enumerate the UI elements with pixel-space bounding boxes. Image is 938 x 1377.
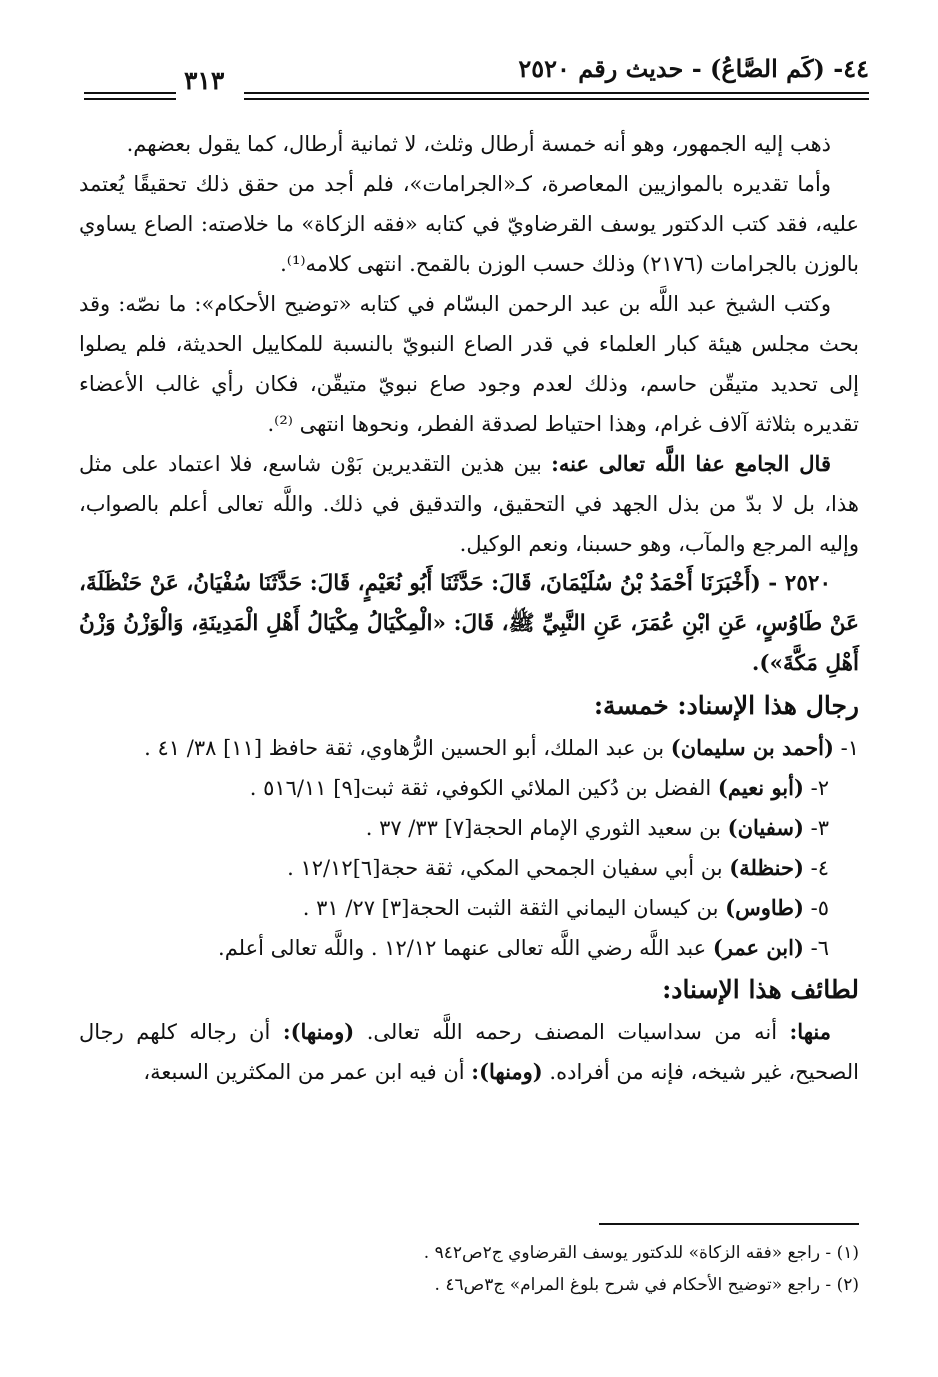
lataif-lead: (ومنها): (471, 1059, 543, 1084)
lataif-lead: (ومنها): (282, 1019, 355, 1044)
narrator-name: (أحمد بن سليمان) (670, 735, 834, 760)
footnote: (٢) - راجع «توضيح الأحكام في شرح بلوغ المرام» ج٣ص٤٦ . (434, 1275, 859, 1295)
paragraph-text: بين هذين التقديرين بَوْن شاسع، فلا اعتماد على مثل هذا، بل لا بدّ من بذل الجهد في التحقيق، والتدقيق في ذلك. واللَّه تعالى أعلم بالصواب، وإليه المرجع والمآب، وهو حسبنا، ونعم الوكيل. (79, 452, 859, 556)
narrator-item (79, 808, 859, 848)
footnotes (79, 1237, 859, 1301)
narrator-name: (سفيان) (727, 815, 804, 840)
narrator-name: (ابن عمر) (712, 935, 804, 960)
lataif-text: أنه من سداسيات المصنف رحمه اللَّه تعالى. (366, 1020, 778, 1044)
narrator-name: (طاوس) (725, 895, 804, 920)
paragraph (79, 444, 859, 564)
running-title: ٤٤- (كَم الصَّاعُ) - حديث رقم ٢٥٢٠ (518, 54, 869, 83)
header-rule (244, 98, 869, 100)
narrator-number: ٥- (810, 896, 829, 920)
paragraph: وكتب الشيخ عبد اللَّه بن عبد الرحمن البسّام في كتابه «توضيح الأحكام»: ما نصّه: وقد بحث مجلس هيئة كبار العلماء في قدر الصاع النبويّ بالنسبة للمكاييل الحديثة، فلم يصلوا إلى تحديد متيقّن حاسم، وذلك لعدم وجود صاع نبويّ متيقّن، فكان رأي غالب الأعضاء تقديره بثلاثة آلاف غرام، وهذا احتياط لصدقة الفطر، ونحوها انتهى ⁽²⁾. (79, 292, 859, 436)
lataif-heading: لطائف هذا الإسناد: (662, 975, 859, 1004)
page-number: ٣١٣ (184, 66, 225, 95)
narrator-item (79, 888, 859, 928)
narrator-desc: بن سعيد الثوري الإمام الحجة[٧] ٣٣/ ٣٧ . (365, 816, 721, 840)
compiler-lead: قال الجامع عفا اللَّه تعالى عنه: (551, 451, 831, 476)
page-header (84, 54, 869, 104)
narrator-item (79, 768, 859, 808)
narrator-number: ٤- (810, 856, 829, 880)
narrator-item (79, 848, 859, 888)
header-rule (84, 92, 176, 94)
rijal-heading: رجال هذا الإسناد: خمسة: (593, 691, 859, 720)
main-text (79, 124, 859, 1092)
narrator-desc: عبد اللَّه رضي اللَّه تعالى عنهما ١٢/١٢ . واللَّه تعالى أعلم. (218, 936, 707, 960)
narrator-name: (أبو نعيم) (717, 775, 804, 800)
narrator-list (79, 728, 859, 968)
narrator-number: ٦- (810, 936, 829, 960)
lataif-text: أن فيه ابن عمر من المكثرين السبعة، (143, 1060, 465, 1084)
lataif-lead: منها: (789, 1019, 831, 1044)
narrator-desc: الفضل بن دُكين الملائي الكوفي، ثقة ثبت[٩] ٥١٦/١١ . (249, 776, 712, 800)
narrator-desc: بن أبي سفيان الجمحي المكي، ثقة حجة[٦]١٢/١٢ . (287, 856, 723, 880)
paragraph: ذهب إليه الجمهور، وهو أنه خمسة أرطال وثلث، لا ثمانية أرطال، كما يقول بعضهم. (126, 132, 831, 156)
header-rule (84, 98, 176, 100)
paragraph (79, 1012, 859, 1092)
paragraph: وأما تقديره بالموازيين المعاصرة، كـ«الجرامات»، فلم أجد من حقق ذلك تحقيقًا يُعتمد عليه، فقد كتب الدكتور يوسف القرضاويّ في كتابه «فقه الزكاة» ما خلاصته: الصاع يساوي بالوزن بالجرامات (٢١٧٦) وذلك حسب الوزن بالقمح. انتهى كلامه⁽¹⁾. (79, 172, 859, 276)
header-rule (244, 92, 869, 94)
narrator-item (79, 928, 859, 968)
narrator-desc: بن عبد الملك، أبو الحسين الرُّهاوي، ثقة حافظ [١١] ٣٨/ ٤١ . (144, 736, 665, 760)
narrator-name: (حنظلة) (729, 855, 804, 880)
footnote-separator (599, 1223, 859, 1225)
footnote: (١) - راجع «فقه الزكاة» للدكتور يوسف القرضاوي ج٢ص٩٤٢ . (423, 1243, 859, 1263)
narrator-item (79, 728, 859, 768)
lataif-text: أن رجاله كلهم رجال الصحيح، غير شيخه، فإنه من أفراده. (79, 1020, 859, 1084)
narrator-number: ١- (840, 736, 859, 760)
hadith-text: ٢٥٢٠ - (أَخْبَرَنَا أَحْمَدُ بْنُ سُلَيْمَانَ، قَالَ: حَدَّثَنَا أَبُو نُعَيْمٍ، قَالَ: حَدَّثَنَا سُفْيَانُ، عَنْ حَنْظَلَةَ، عَنْ طَاوُسٍ، عَنِ ابْنِ عُمَرَ، عَنِ النَّبِيِّ ﷺ، قَالَ: «الْمِكْيَالُ مِكْيَالُ أَهْلِ الْمَدِينَةِ، وَالْوَزْنُ وَزْنُ أَهْلِ مَكَّةَ»). (79, 571, 859, 676)
narrator-number: ٣- (810, 816, 829, 840)
narrator-desc: بن كيسان اليماني الثقة الثبت الحجة[٣] ٢٧/ ٣١ . (302, 896, 719, 920)
narrator-number: ٢- (810, 776, 829, 800)
